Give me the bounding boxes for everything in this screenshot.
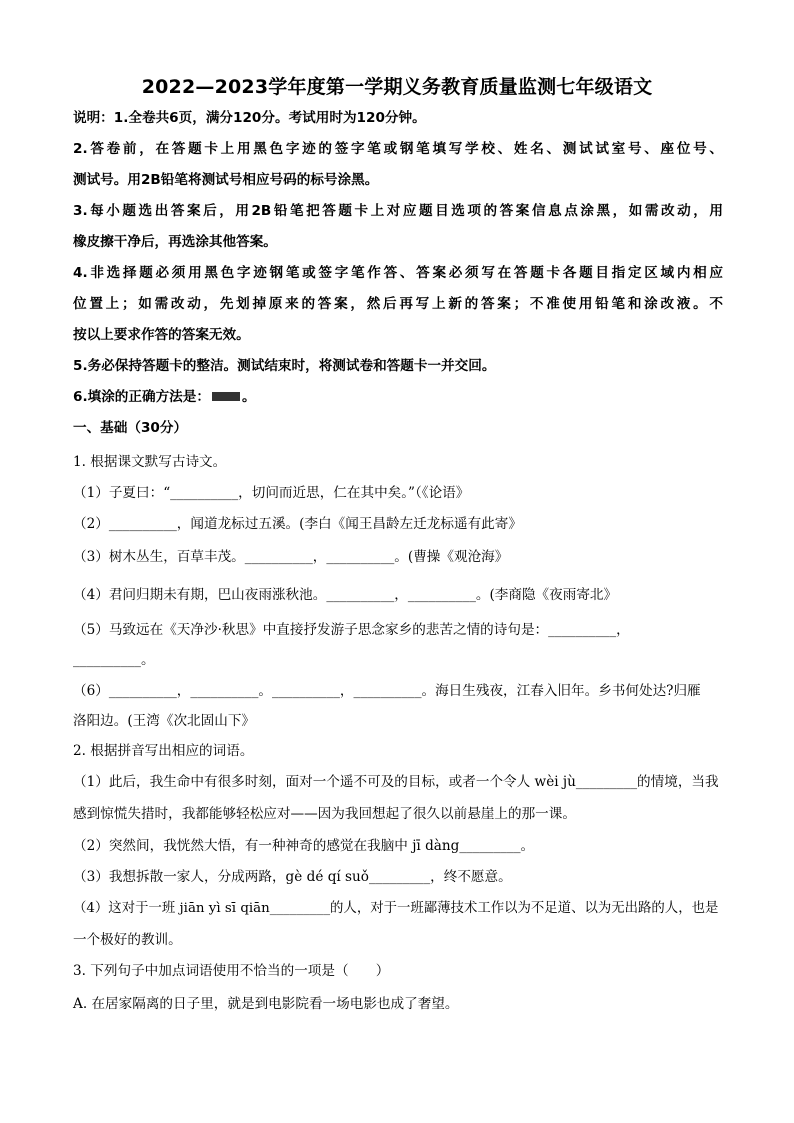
instruction-line-5: 橡皮擦干净后，再选涂其他答案。 <box>73 234 277 250</box>
fill-method-line <box>73 388 723 406</box>
question-2-stem: 2. 根据拼音写出相应的词语。 <box>73 743 254 759</box>
question-2-item-4: （4）这对于一班 jiān yì sī qiān_________的人，对于一班鄙薄技术工作以为不足道、以为无出路的人，也是 <box>73 901 719 916</box>
question-2-item-1-cont: 感到惊慌失措时，我都能够轻松应对——因为我回想起了很久以前悬崖上的那一课。 <box>73 806 576 822</box>
instruction-line-3: 测试号。用2B铅笔将测试号相应号码的标号涂黑。 <box>73 172 379 188</box>
question-3-option-a: A. 在居家隔离的日子里，就是到电影院看一场电影也成了奢望。 <box>73 996 459 1012</box>
fill-method-suffix: 。 <box>241 389 256 405</box>
instruction-line-9: 5.务必保持答题卡的整洁。测试结束时，将测试卷和答题卡一并交回。 <box>73 358 496 374</box>
question-2-item-2: （2）突然间，我恍然大悟，有一种神奇的感觉在我脑中 jī dàng_________。 <box>73 838 535 854</box>
question-1-item-5-cont: __________。 <box>73 652 155 668</box>
instruction-line-2: 2.答卷前，在答题卡上用黑色字迹的签字笔或钢笔填写学校、姓名、测试试室号、座位号、 <box>73 141 723 157</box>
instruction-line-4: 3.每小题选出答案后，用2B铅笔把答题卡上对应题目选项的答案信息点涂黑，如需改动，用 <box>73 203 723 219</box>
fill-method-prefix: 6.填涂的正确方法是： <box>73 389 210 405</box>
question-1-item-3: （3）树木丛生，百草丰茂。__________，__________。(曹操《观沧海》 <box>73 549 509 565</box>
question-1-item-4: （4）君问归期未有期，巴山夜雨涨秋池。__________，__________。(李商隐《夜雨寄北》 <box>73 587 618 603</box>
exam-title: 2022—2023学年度第一学期义务教育质量监测七年级语文 <box>141 76 653 98</box>
question-2-item-1: （1）此后，我生命中有很多时刻，面对一个遥不可及的目标，或者一个令人 wèi jù_________的情境，当我 <box>73 774 719 790</box>
instruction-line-8: 按以上要求作答的答案无效。 <box>73 327 250 343</box>
question-1-item-2: （2）__________，闻道龙标过五溪。(李白《闻王昌龄左迁龙标遥有此寄》 <box>73 516 522 532</box>
question-3-stem: 3. 下列句子中加点词语使用不恰当的一项是（ ） <box>73 963 390 979</box>
filled-bubble-icon <box>212 392 240 401</box>
question-1-item-6-cont: 洛阳边。(王湾《次北固山下》 <box>73 713 256 729</box>
question-1-stem: 1. 根据课文默写古诗文。 <box>73 454 227 470</box>
question-2-item-4-cont: 一个极好的教训。 <box>73 932 182 948</box>
question-2-item-3: （3）我想拆散一家人，分成两路，gè dé qí suǒ_________，终不愿意。 <box>73 869 512 885</box>
instruction-line-6: 4.非选择题必须用黑色字迹钢笔或签字笔作答、答案必须写在答题卡各题目指定区域内相应 <box>73 265 723 281</box>
instruction-line-7: 位置上；如需改动，先划掉原来的答案，然后再写上新的答案；不准使用铅笔和涂改液。不 <box>73 296 723 312</box>
question-1-item-6: （6）__________，__________。__________，__________。海日生残夜，江春入旧年。乡书何处达?归雁 <box>73 683 701 699</box>
question-1-item-1: （1）子夏曰：“__________，切问而近思，仁在其中矣。”（《论语》 <box>73 485 470 501</box>
section-heading: 一、基础（30分） <box>73 420 188 436</box>
question-1-item-5: （5）马致远在《天净沙·秋思》中直接抒发游子思念家乡的悲苦之情的诗句是：__________， <box>73 622 630 638</box>
instruction-line-1: 说明：1.全卷共6页，满分120分。考试用时为120分钟。 <box>73 110 426 126</box>
